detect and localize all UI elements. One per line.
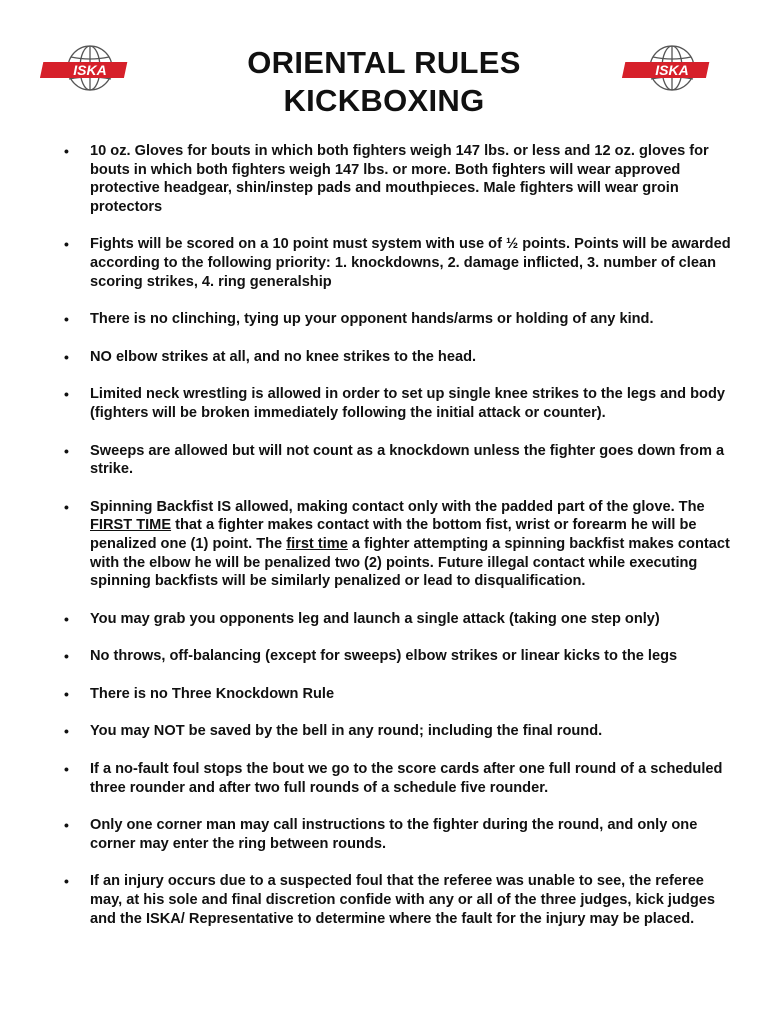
rule-text: No throws, off-balancing (except for sweeps) elbow strikes or linear kicks to the legs: [90, 648, 678, 665]
iska-logo-left: [40, 40, 140, 100]
bullet-icon: •: [64, 761, 69, 778]
rule-item: [62, 310, 732, 329]
page-title: [180, 44, 588, 120]
iska-logo-right: [622, 40, 722, 100]
rule-item: [62, 142, 732, 216]
rule-text: There is no Three Knockdown Rule: [90, 685, 335, 702]
title-line-1: ORIENTAL RULES: [247, 45, 521, 80]
iska-logo-text: ISKA: [655, 62, 689, 78]
rule-text: You may NOT be saved by the bell in any round; including the final round.: [90, 723, 603, 740]
rule-item-spinning-backfist: [62, 498, 732, 591]
bullet-icon: •: [64, 723, 69, 740]
rule-text: You may grab you opponents leg and launch a single attack (taking one step only): [90, 610, 660, 627]
bullet-icon: •: [64, 685, 69, 702]
underlined-first-time: FIRST TIME: [90, 517, 172, 534]
rule-item: [62, 685, 732, 704]
rule-item: [62, 442, 732, 479]
rule-text: If an injury occurs due to a suspected foul that the referee was unable to see, the referee may, at his sole and final discretion confide with any or all of the three judges, kick judges and the ISKA/ Representative to determine where the fault for the injury may be placed.: [90, 873, 715, 927]
rule-item: [62, 235, 732, 291]
rule-text: If a no-fault foul stops the bout we go to the score cards after one full round of a scheduled three rounder and after two full rounds of a schedule five rounder.: [90, 761, 723, 796]
bullet-icon: •: [64, 386, 69, 403]
bullet-icon: •: [64, 817, 69, 834]
bullet-icon: •: [64, 648, 69, 665]
bullet-icon: •: [64, 442, 69, 459]
rule-text: Fights will be scored on a 10 point must system with use of ½ points. Points will be awarded according to the following priority: 1. knockdowns, 2. damage inflicted, 3. number of clean scoring strikes, 4. ring generalship: [90, 236, 731, 290]
rule-item: [62, 647, 732, 666]
rule-item: [62, 816, 732, 853]
page-header: [0, 0, 768, 130]
bullet-icon: •: [64, 498, 69, 515]
rule-text-part: Spinning Backfist IS allowed, making contact only with the padded part of the glove. The: [90, 498, 705, 515]
bullet-icon: •: [64, 873, 69, 890]
rule-item: [62, 385, 732, 422]
rule-text: 10 oz. Gloves for bouts in which both fighters weigh 147 lbs. or less and 12 oz. gloves for bouts in which both fighters weigh 147 lbs. or more. Both fighters will wear approved protective headgear, shin/instep pads and mouthpieces. Male fighters will wear groin protectors: [90, 143, 709, 215]
rule-text: NO elbow strikes at all, and no knee strikes to the head.: [90, 348, 477, 365]
rule-text: Sweeps are allowed but will not count as a knockdown unless the fighter goes down from a strike.: [90, 442, 725, 478]
rule-item: [62, 348, 732, 367]
rule-item: [62, 610, 732, 629]
bullet-icon: •: [64, 348, 69, 365]
title-line-2: KICKBOXING: [283, 83, 485, 118]
rule-text-part: a fighter attempting a spinning backfist makes contact with the elbow he will be penalized two (2) points. Future illegal contact while executing spinning backfists will be similarly penalized or lead to disqualification.: [90, 535, 730, 590]
bullet-icon: •: [64, 610, 69, 627]
rule-text-part: that a fighter makes contact with the bottom fist, wrist or forearm he will be penalized one (1) point. The: [90, 517, 697, 552]
rule-text: Limited neck wrestling is allowed in order to set up single knee strikes to the legs and body (fighters will be broken immediately following the initial attack or counter).: [90, 386, 725, 421]
rules-list: [62, 142, 732, 947]
rule-text: Only one corner man may call instructions to the fighter during the round, and only one corner may enter the ring between rounds.: [90, 817, 698, 852]
bullet-icon: •: [64, 311, 69, 328]
bullet-icon: •: [64, 143, 69, 159]
rule-item: [62, 722, 732, 741]
bullet-icon: •: [64, 236, 69, 253]
rule-item: [62, 872, 732, 928]
rule-text: There is no clinching, tying up your opponent hands/arms or holding of any kind.: [90, 311, 654, 328]
rule-item: [62, 760, 732, 797]
iska-logo-text: ISKA: [73, 62, 107, 78]
underlined-first-time-lower: first time: [286, 535, 348, 552]
